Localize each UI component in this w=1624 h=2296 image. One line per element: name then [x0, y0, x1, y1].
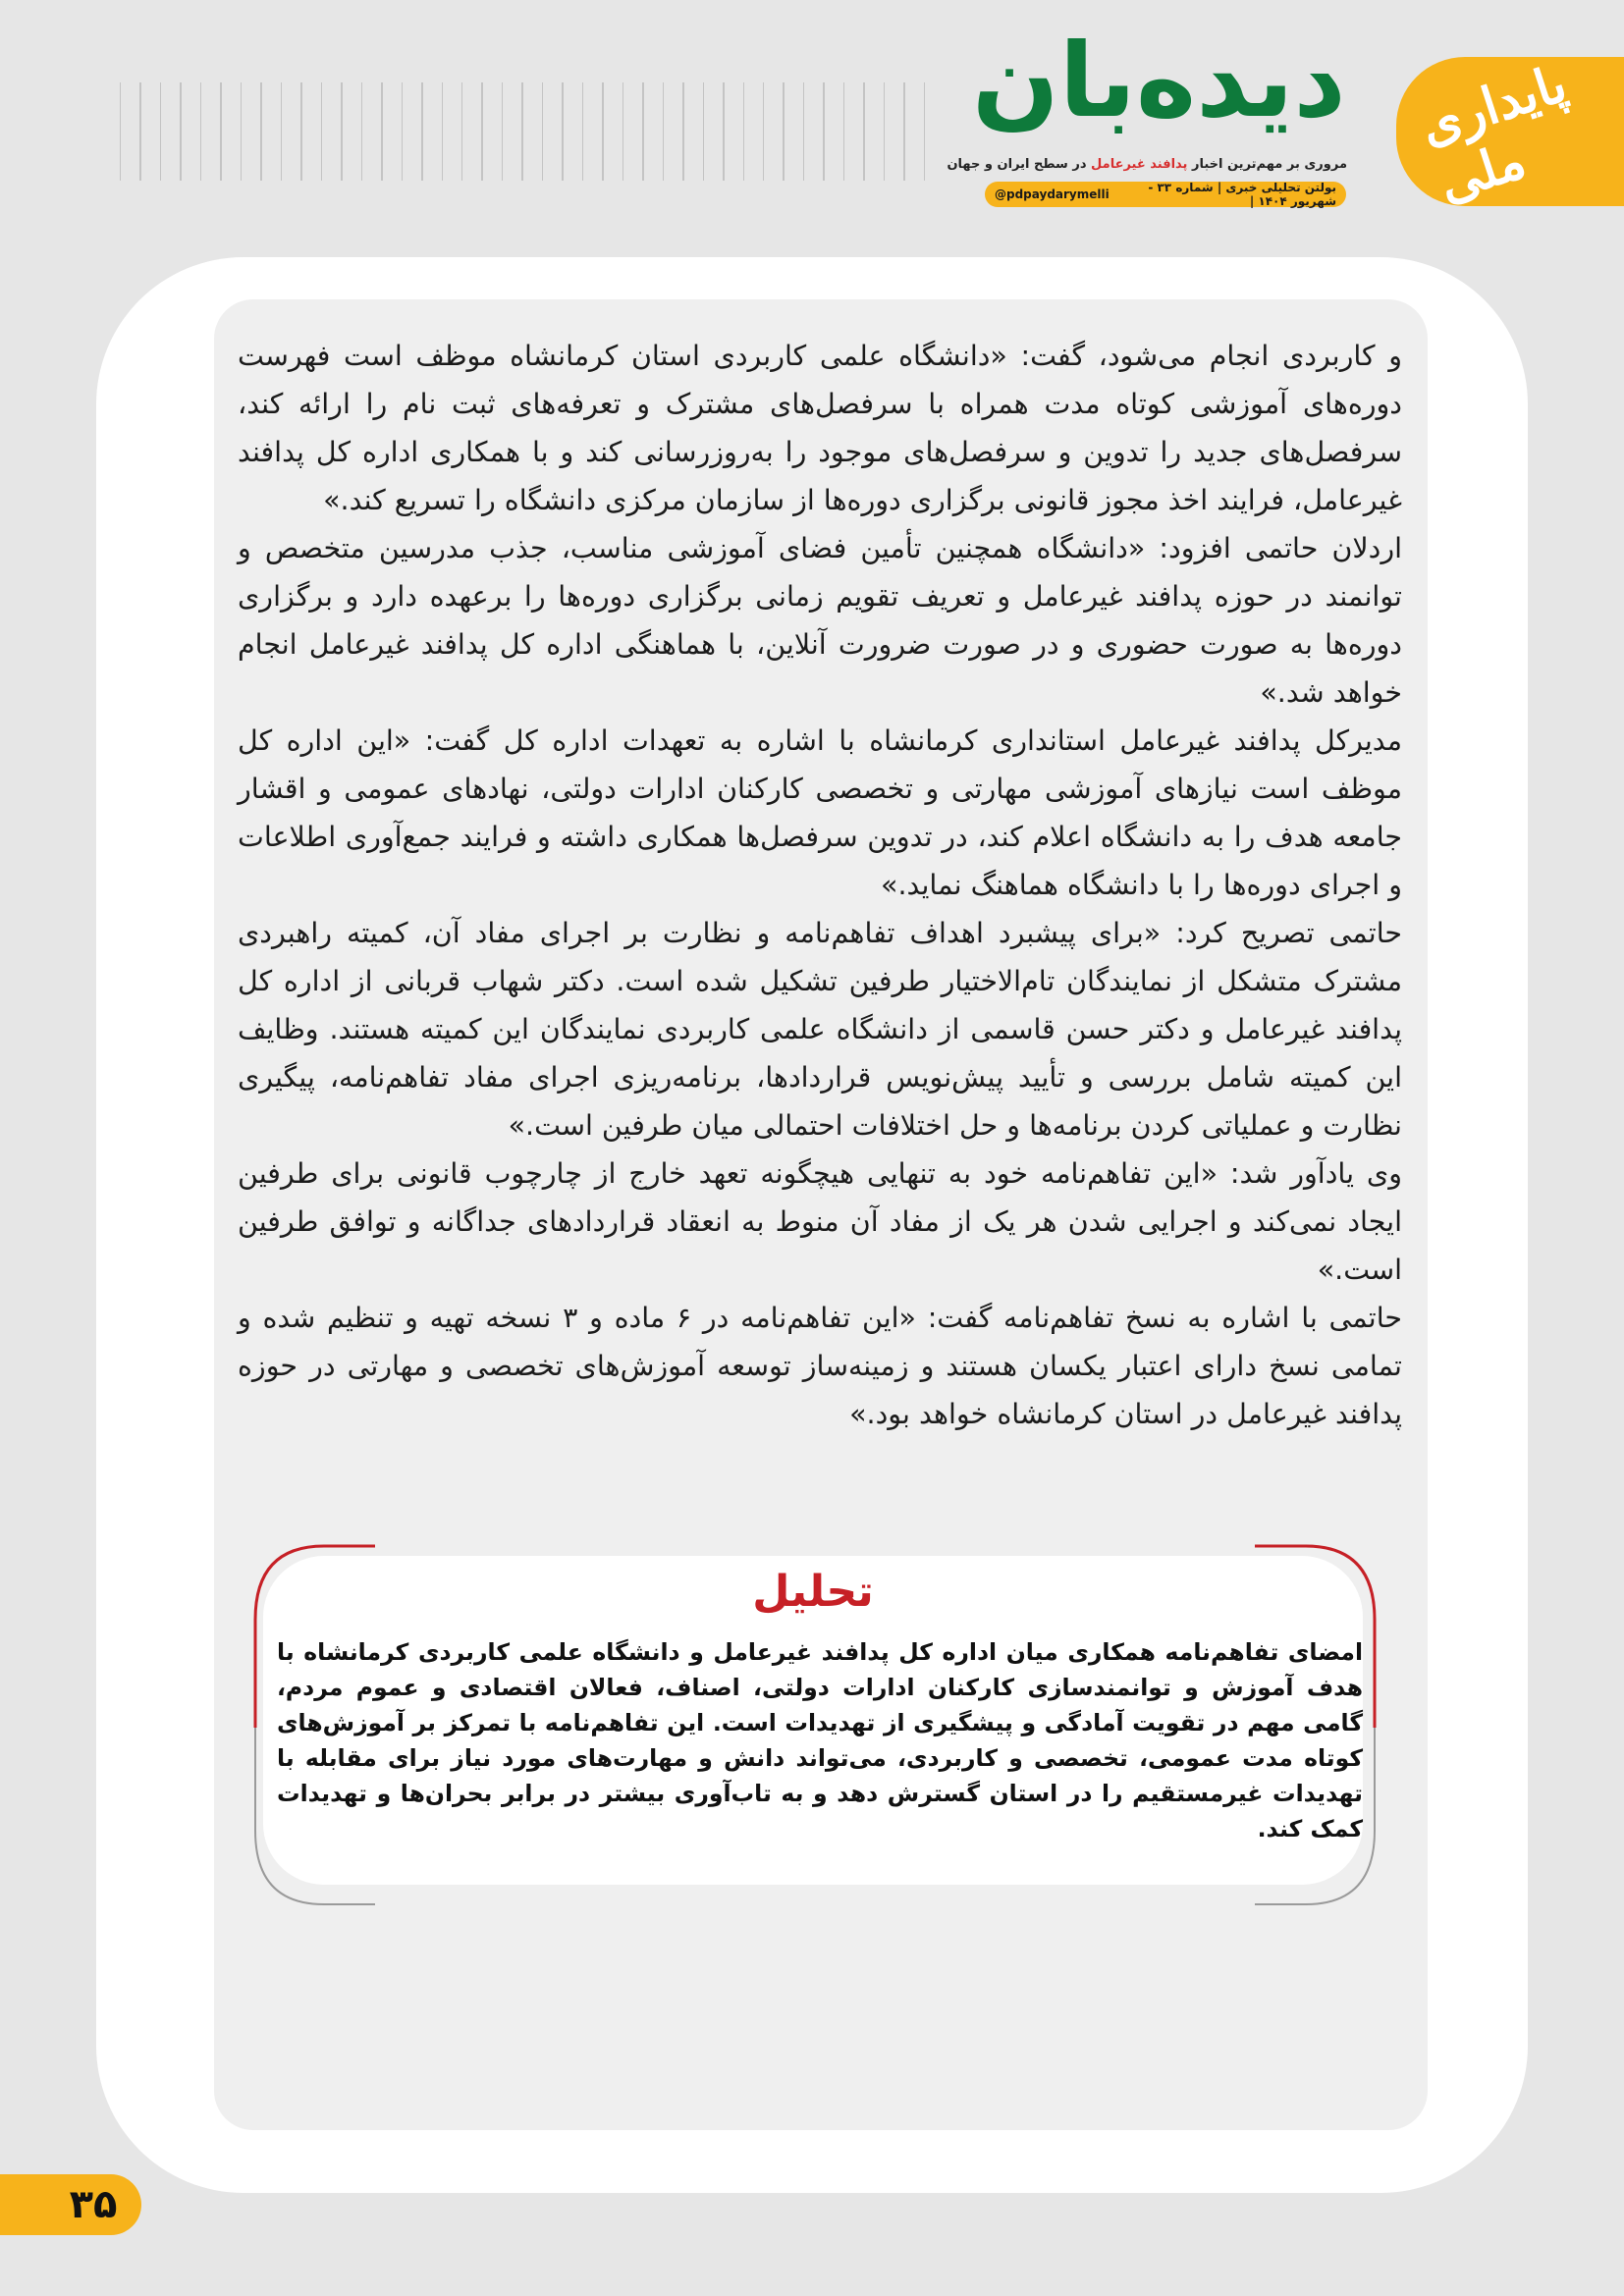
- tagline-part1: مروری بر مهم‌ترین اخبار: [1187, 157, 1347, 172]
- brand-title: دیده‌بان: [972, 21, 1346, 140]
- page-number: ۳۵: [69, 2182, 118, 2227]
- article-paragraph: وی یادآور شد: «این تفاهم‌نامه خود به تنهایی هیچگونه تعهد خارج از چارچوب قانونی برای طرفین ایجاد نمی‌کند و اجرایی شدن هر یک از مفاد آن منوط به انعقاد قراردادهای جداگانه و توافق طرفین است.»: [238, 1157, 1402, 1286]
- logo-text: پایداری ملی: [1413, 53, 1574, 214]
- article-paragraph: مدیرکل پدافند غیرعامل استانداری کرمانشاه با اشاره به تعهدات اداره کل گفت: «این اداره کل موظف است نیازهای آموزشی مهارتی و تخصصی کارکنان ادارات دولتی، نهادهای عمومی و اقشار جامعه هدف را به دانشگاه اعلام کند، در تدوین سرفصل‌ها همکاری داشته و فرایند جمع‌آوری اطلاعات و اجرای دوره‌ها را با دانشگاه هماهنگ نماید.»: [238, 724, 1402, 901]
- article-paragraph: اردلان حاتمی افزود: «دانشگاه همچنین تأمین فضای آموزشی مناسب، جذب مدرسین متخصص و توانمند در حوزه پدافند غیرعامل و تعریف تقویم زمانی برگزاری دوره‌ها را برعهده دارد و برگزاری دوره‌ها به صورت حضوری و در صورت ضرورت آنلاین، با هماهنگی اداره کل پدافند غیرعامل انجام خواهد شد.»: [238, 532, 1402, 709]
- analysis-title: تحلیل: [752, 1567, 874, 1617]
- tagline-part2: در سطح ایران و جهان: [947, 157, 1092, 172]
- article-body: [238, 332, 1402, 1438]
- article-paragraph: حاتمی تصریح کرد: «برای پیشبرد اهداف تفاهم‌نامه و نظارت بر اجرای مفاد آن، کمیته راهبردی مشترک متشکل از نمایندگان تام‌الاختیار طرفین تشکیل شده است. دکتر شهاب قربانی از اداره کل پدافند غیرعامل و دکتر حسن قاسمی از دانشگاه علمی کاربردی نمایندگان این کمیته هستند. وظایف این کمیته شامل بررسی و تأیید پیش‌نویس قراردادها، برنامه‌ریزی اجرای مفاد تفاهم‌نامه، پیگیری نظارت و عملیاتی کردن برنامه‌ها و حل اختلافات احتمالی میان طرفین است.»: [238, 917, 1402, 1142]
- issue-info: بولتن تحلیلی خبری | شماره ۳۳ - شهریور ۱۴۰۴ |: [1148, 181, 1336, 208]
- issue-bar: [985, 182, 1346, 207]
- analysis-text: امضای تفاهم‌نامه همکاری میان اداره کل پدافند غیرعامل و دانشگاه علمی کاربردی کرمانشاه با هدف آموزش و توانمندسازی کارکنان ادارات دولتی، اصناف، فعالان اقتصادی و عموم مردم، گامی مهم در تقویت آمادگی و پیشگیری از تهدیدات است. این تفاهم‌نامه با تمرکز بر آموزش‌های کوتاه مدت عمومی، تخصصی و کاربردی، می‌تواند دانش و مهارت‌های مورد نیاز برای مقابله با تهدیدات غیرمستقیم را در استان گسترش دهد و به تاب‌آوری بیشتر در برابر بحران‌ها و تهدیدات کمک کند.: [277, 1638, 1363, 1842]
- social-handle: @pdpaydarymelli: [995, 187, 1110, 201]
- article-paragraph: حاتمی با اشاره به نسخ تفاهم‌نامه گفت: «این تفاهم‌نامه در ۶ ماده و ۳ نسخه تهیه و تنظیم شده و تمامی نسخ دارای اعتبار یکسان هستند و زمینه‌ساز توسعه آموزش‌های تخصصی و مهارتی در حوزه پدافند غیرعامل در استان کرمانشاه خواهد بود.»: [238, 1302, 1402, 1430]
- tagline-highlight: پدافند غیرعامل: [1091, 157, 1188, 172]
- article-paragraph: و کاربردی انجام می‌شود، گفت: «دانشگاه علمی کاربردی استان کرمانشاه موظف است فهرست دوره‌های آموزشی کوتاه مدت همراه با سرفصل‌های مشترک و تعرفه‌های ثبت نام را ارائه کند، سرفصل‌های جدید را تدوین و سرفصل‌های موجود را به‌روزرسانی کند و با همکاری اداره کل پدافند غیرعامل، فرایند اخذ مجوز قانونی برگزاری دوره‌ها از سازمان مرکزی دانشگاه را تسریع کند.»: [238, 340, 1402, 516]
- tagline: [947, 157, 1347, 181]
- decorative-stripes: [120, 82, 925, 181]
